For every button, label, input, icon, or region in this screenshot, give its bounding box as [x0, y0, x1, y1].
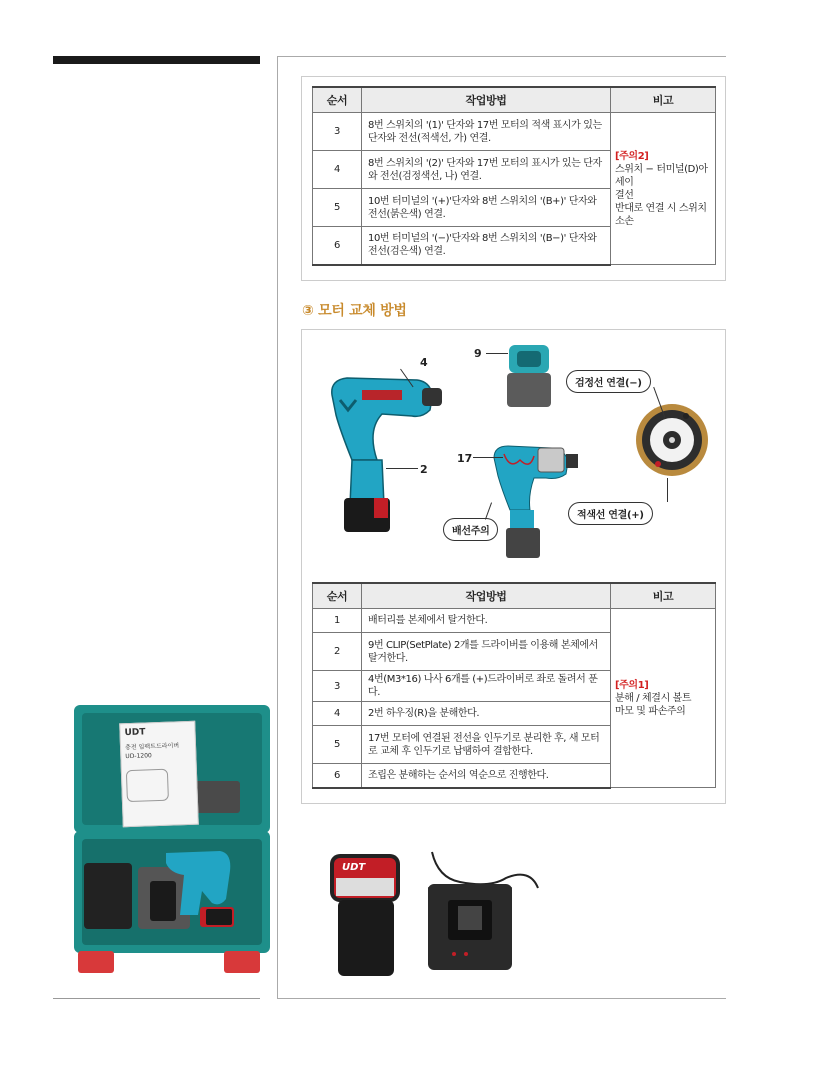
part-label-2: 2 [420, 463, 428, 476]
note-line: 분해 / 체결시 볼트 [615, 692, 692, 704]
manual-title: 충전 임팩트드라이버 [124, 742, 180, 752]
row-number: 2 [313, 633, 362, 671]
note-cell [611, 609, 716, 788]
leader-line [386, 468, 418, 469]
row-number: 1 [313, 609, 362, 633]
section-title: ③ 모터 교체 방법 [302, 303, 407, 319]
col-header-method: 작업방법 [362, 87, 611, 113]
row-method: 8번 스위치의 '(1)' 단자와 17번 모터의 적색 표시가 있는 단자와 전선(적색선, 가) 연결. [362, 113, 611, 151]
col-header-note: 비고 [611, 583, 716, 609]
callout-red-wire: 적색선 연결(+) [568, 502, 653, 525]
callout-wiring: 배선주의 [443, 518, 498, 541]
housing-image [505, 343, 553, 409]
note-line: 마모 및 파손주의 [615, 705, 686, 717]
battery-brand: UDT [342, 862, 366, 873]
row-method: 8번 스위치의 '(2)' 단자와 17번 모터의 표시가 있는 단자와 전선(검정색선, 나) 연결. [362, 151, 611, 189]
row-method: 배터리를 본체에서 탈거한다. [362, 609, 611, 633]
table-row [313, 113, 716, 151]
row-number: 5 [313, 726, 362, 764]
note-line: 결선 [615, 189, 634, 201]
drill-image [322, 370, 452, 535]
part-label-17: 17 [457, 452, 473, 465]
note-title: [주의1] [615, 679, 649, 691]
part-label-4: 4 [420, 356, 428, 369]
left-bottom-rule [53, 998, 260, 999]
motor-replacement-table [312, 582, 716, 789]
row-number: 4 [313, 151, 362, 189]
manual-drill-sketch [126, 769, 169, 802]
leader-line [486, 353, 508, 354]
charger-image [420, 848, 544, 972]
leader-line [667, 478, 668, 502]
note-line: 소손 [615, 215, 634, 227]
open-drill-image [490, 440, 580, 560]
table-row [313, 609, 716, 633]
col-header-note: 비고 [611, 87, 716, 113]
row-number: 3 [313, 671, 362, 702]
col-header-method: 작업방법 [362, 583, 611, 609]
row-number: 5 [313, 189, 362, 227]
note-cell [611, 113, 716, 265]
row-method: 4번(M3*16) 나사 6개를 (+)드라이버로 좌로 돌려서 푼다. [362, 671, 611, 702]
wiring-table [312, 86, 716, 266]
row-method: 17번 모터에 연결된 전선을 인두기로 분리한 후, 새 모터로 교체 후 인두기로 납땜하여 결합한다. [362, 726, 611, 764]
callout-black-wire: 검정선 연결(−) [566, 370, 651, 393]
motor-image [634, 402, 710, 478]
note-line: 반대로 연결 시 스위치 [615, 202, 707, 214]
manual-booklet [119, 721, 199, 828]
row-number: 4 [313, 702, 362, 726]
note-line: 스위치 − 터미널(D)아세이 [615, 163, 708, 188]
row-method: 2번 하우징(R)을 분해한다. [362, 702, 611, 726]
row-number: 3 [313, 113, 362, 151]
col-header-order: 순서 [313, 87, 362, 113]
col-header-order: 순서 [313, 583, 362, 609]
row-number: 6 [313, 764, 362, 788]
leader-line [473, 457, 503, 458]
row-method: 조립은 분해하는 순서의 역순으로 진행한다. [362, 764, 611, 788]
note-title: [주의2] [615, 150, 649, 162]
manual-brand: UDT [124, 727, 146, 739]
content-frame-top [277, 56, 726, 57]
row-number: 6 [313, 227, 362, 265]
row-method: 10번 터미널의 '(−)'단자와 8번 스위치의 '(B−)' 단자와 전선(검은색) 연결. [362, 227, 611, 265]
content-frame-bottom [277, 998, 726, 999]
manual-model: UD-1200 [125, 752, 152, 761]
row-method: 9번 CLIP(SetPlate) 2개를 드라이버를 이용해 본체에서 탈거한다. [362, 633, 611, 671]
part-label-9: 9 [474, 347, 482, 360]
content-frame-left [277, 56, 278, 999]
left-top-bar [53, 56, 260, 64]
row-method: 10번 터미널의 '(+)'단자와 8번 스위치의 '(B+)' 단자와 전선(붉은색) 연결. [362, 189, 611, 227]
